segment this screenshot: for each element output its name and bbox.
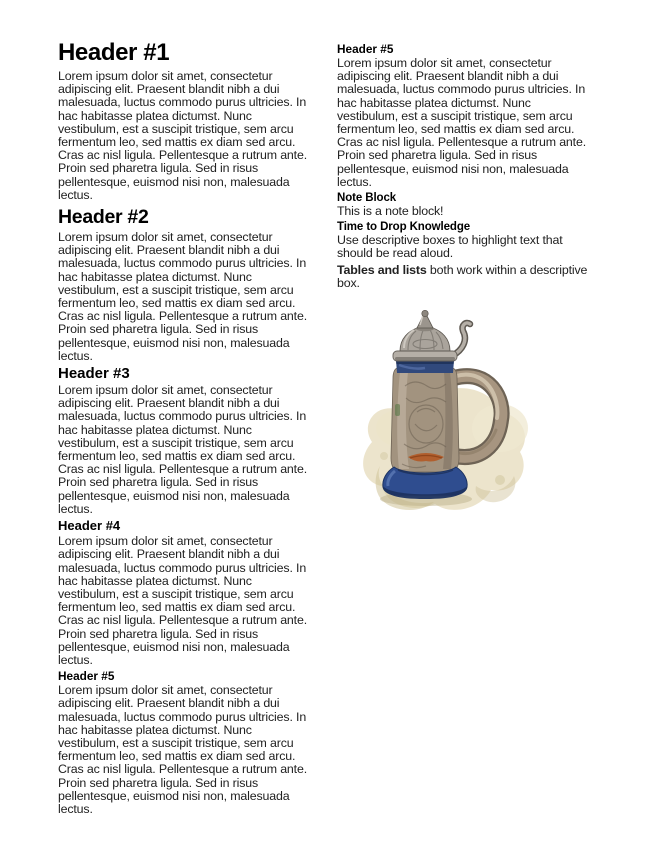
paragraph-lorem: Lorem ipsum dolor sit amet, consectetur adipiscing elit. Praesent blandit nibh a dui malesuada, luctus commodo purus ultricies. In hac habitasse platea dictumst. Nunc vestibulum, est a suscipit tristique, sem arcu fermentum leo, sed mattis ex diam sed arcu. Cras ac nisl ligula. Pellentesque a rutrum ante. Proin sed pharetra ligula. Sed in risus pellentesque, euismod nisi non, malesuada lectus. <box>337 56 587 189</box>
tables-lists-bold-lead: Tables and lists <box>337 262 427 277</box>
header-2: Header #2 <box>58 206 149 229</box>
header-5-left: Header #5 <box>58 669 115 684</box>
paragraph-lorem: Lorem ipsum dolor sit amet, consectetur adipiscing elit. Praesent blandit nibh a dui malesuada, luctus commodo purus ultricies. In hac habitasse platea dictumst. Nunc vestibulum, est a suscipit tristique, sem arcu fermentum leo, sed mattis ex diam sed arcu. Cras ac nisl ligula. Pellentesque a rutrum ante. Proin sed pharetra ligula. Sed in risus pellentesque, euismod nisi non, malesuada lectus. <box>58 69 308 202</box>
section-header-2 <box>58 206 311 363</box>
header-3: Header #3 <box>58 365 130 383</box>
note-block-title: Note Block <box>337 192 397 205</box>
section-header-5-left <box>58 670 311 816</box>
paragraph-lorem: Lorem ipsum dolor sit amet, consectetur adipiscing elit. Praesent blandit nibh a dui malesuada, luctus commodo purus ultricies. In hac habitasse platea dictumst. Nunc vestibulum, est a suscipit tristique, sem arcu fermentum leo, sed mattis ex diam sed arcu. Cras ac nisl ligula. Pellentesque a rutrum ante. Proin sed pharetra ligula. Sed in risus pellentesque, euismod nisi non, malesuada lectus. <box>58 534 308 667</box>
beer-stein-svg <box>350 308 535 520</box>
section-header-1 <box>58 40 311 202</box>
knowledge-title: Time to Drop Knowledge <box>337 221 471 234</box>
right-column <box>337 40 590 520</box>
tables-lists-rest: both work within a descriptive box. <box>337 262 588 290</box>
stein-lid <box>393 310 457 361</box>
stein-blue-band <box>396 360 454 373</box>
header-1: Header #1 <box>58 39 170 66</box>
tables-lists-paragraph <box>337 264 590 290</box>
stein-body <box>391 368 459 472</box>
knowledge-body: Use descriptive boxes to highlight text that should be read aloud. <box>337 233 563 261</box>
paragraph-lorem: Lorem ipsum dolor sit amet, consectetur adipiscing elit. Praesent blandit nibh a dui malesuada, luctus commodo purus ultricies. In hac habitasse platea dictumst. Nunc vestibulum, est a suscipit tristique, sem arcu fermentum leo, sed mattis ex diam sed arcu. Cras ac nisl ligula. Pellentesque a rutrum ante. Proin sed pharetra ligula. Sed in risus pellentesque, euismod nisi non, malesuada lectus. <box>58 230 308 363</box>
section-header-3 <box>58 366 311 516</box>
paragraph-lorem: Lorem ipsum dolor sit amet, consectetur adipiscing elit. Praesent blandit nibh a dui malesuada, luctus commodo purus ultricies. In hac habitasse platea dictumst. Nunc vestibulum, est a suscipit tristique, sem arcu fermentum leo, sed mattis ex diam sed arcu. Cras ac nisl ligula. Pellentesque a rutrum ante. Proin sed pharetra ligula. Sed in risus pellentesque, euismod nisi non, malesuada lectus. <box>58 683 308 816</box>
section-header-5-right <box>337 43 590 189</box>
header-4: Header #4 <box>58 518 121 534</box>
section-header-4 <box>58 519 311 667</box>
paragraph-lorem: Lorem ipsum dolor sit amet, consectetur adipiscing elit. Praesent blandit nibh a dui malesuada, luctus commodo purus ultricies. In hac habitasse platea dictumst. Nunc vestibulum, est a suscipit tristique, sem arcu fermentum leo, sed mattis ex diam sed arcu. Cras ac nisl ligula. Pellentesque a rutrum ante. Proin sed pharetra ligula. Sed in risus pellentesque, euismod nisi non, malesuada lectus. <box>58 383 308 516</box>
beer-stein-illustration <box>350 308 535 520</box>
note-block-body: This is a note block! <box>337 204 444 219</box>
left-column <box>58 40 311 819</box>
header-5-right: Header #5 <box>337 42 394 56</box>
